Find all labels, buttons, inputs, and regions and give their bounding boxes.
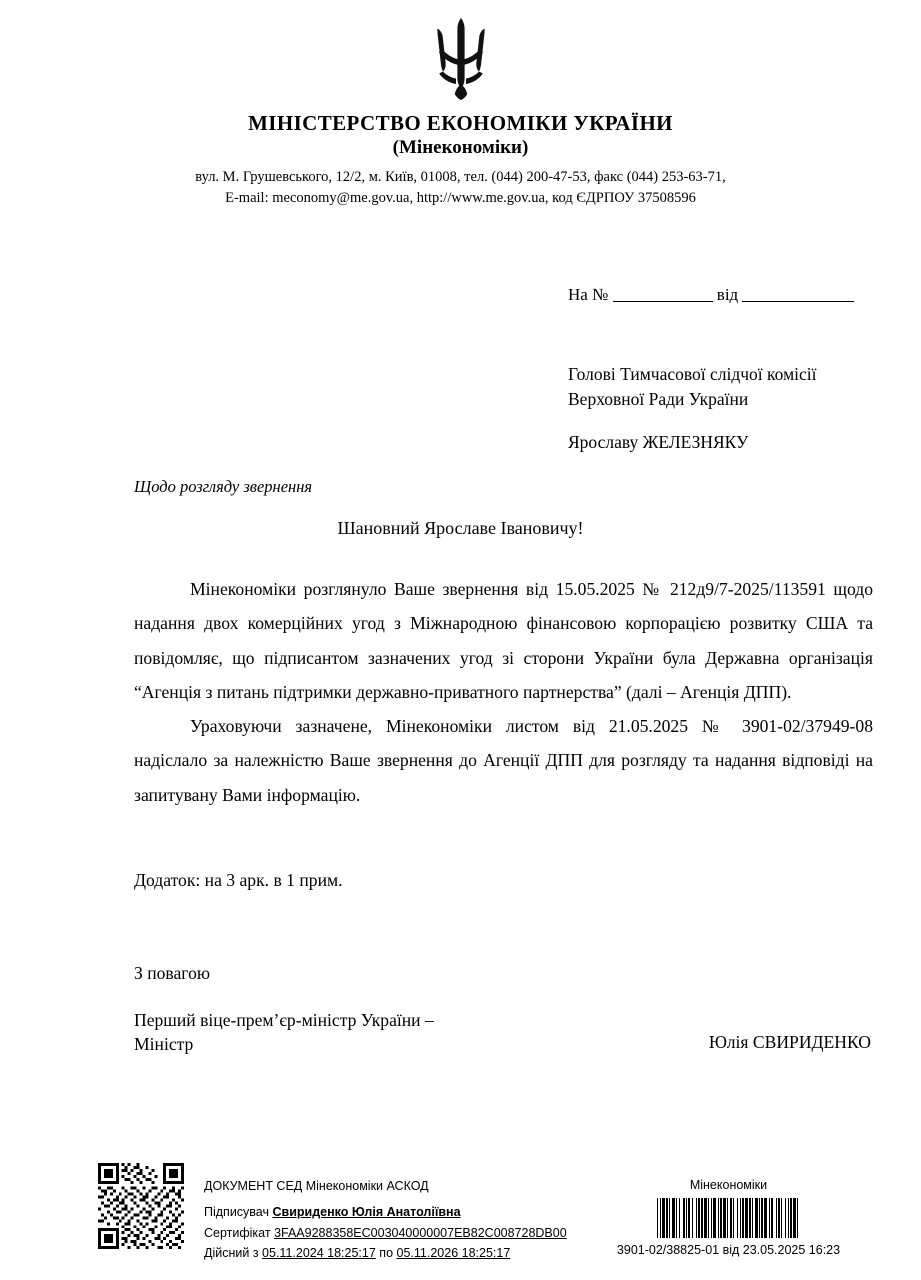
validity-label: Дійсний з [204, 1245, 259, 1260]
reference-date-label: від [716, 285, 739, 304]
signer-value: Свириденко Юлія Анатоліївна [272, 1205, 461, 1220]
reference-number-blank [613, 287, 713, 302]
addressee-block [568, 362, 817, 413]
body-paragraph-2: Ураховуючи зазначене, Мінекономіки листом від 21.05.2025 № 3901-02/37949-08 надіслало за належністю Ваше звернення до Агенції ДПП для розгляду та надання відповіді на запитувану Вами інформацію. [134, 716, 873, 805]
addressee-name: Ярославу ЖЕЛЕЗНЯКУ [568, 432, 749, 452]
signer-title [134, 1009, 434, 1057]
validity-to: 05.11.2026 18:25:17 [396, 1245, 511, 1260]
attachment-note: Додаток: на 3 арк. в 1 прим. [134, 870, 343, 890]
reference-date-blank [742, 287, 854, 302]
signer-title-line-1: Перший віце-прем’єр-міністр України – [134, 1010, 434, 1030]
body-paragraph-1: Мінекономіки розглянуло Ваше звернення від 15.05.2025 № 212д9/7-2025/113591 щодо надання двох комерційних угод з Міжнародною фінансовою корпорацією розвитку США та повідомляє, що підписантом зазначених угод зі сторони України була Державна організація “Агенція з питань підтримки державно-приватного партнерства” (далі – Агенція ДПП). [134, 579, 873, 702]
organization-short-name: (Мінекономіки) [392, 137, 529, 159]
address-line-2: E-mail: meconomy@me.gov.ua, http://www.me.gov.ua, код ЄДРПОУ 37508596 [225, 189, 696, 206]
barcode-number: 3901-02/38825-01 від 23.05.2025 16:23 [616, 1243, 841, 1257]
closing-regards: З повагою [134, 963, 211, 983]
barcode-label: Мінекономіки [689, 1178, 768, 1192]
certificate-row [204, 1223, 567, 1243]
signer-name: Юлія СВИРИДЕНКО [708, 1032, 871, 1052]
letterhead [0, 110, 921, 209]
signer-title-line-2: Міністр [134, 1033, 194, 1054]
reference-prefix: На № [568, 285, 609, 304]
salutation: Шановний Ярославе Івановичу! [337, 518, 584, 538]
subject-line: Щодо розгляду звернення [134, 477, 313, 496]
qr-code [98, 1163, 184, 1249]
barcode-image [596, 1198, 861, 1238]
validity-mid: по [379, 1245, 394, 1260]
reference-line [568, 285, 854, 305]
addressee-line-1: Голові Тимчасової слідчої комісії [568, 364, 817, 384]
signer-label: Підписувач [204, 1205, 269, 1220]
organization-name: МІНІСТЕРСТВО ЕКОНОМІКИ УКРАЇНИ [248, 111, 673, 135]
validity-from: 05.11.2024 18:25:17 [262, 1245, 376, 1260]
electronic-signature-block [204, 1176, 567, 1263]
validity-row [204, 1243, 567, 1263]
letter-body [134, 572, 873, 812]
ukraine-tryzub-emblem [0, 18, 921, 105]
signer-row [204, 1202, 567, 1222]
certificate-value: 3FAA9288358EC003040000007EB82C008728DB00 [274, 1225, 567, 1240]
address-line-1: вул. М. Грушевського, 12/2, м. Київ, 01008, тел. (044) 200-47-53, факс (044) 253-63-71, [195, 168, 726, 185]
barcode-block [596, 1178, 861, 1257]
sed-system-line: ДОКУМЕНТ СЕД Мінекономіки АСКОД [204, 1179, 429, 1193]
certificate-label: Сертифікат [204, 1225, 271, 1240]
addressee-line-2: Верховної Ради України [568, 389, 749, 410]
